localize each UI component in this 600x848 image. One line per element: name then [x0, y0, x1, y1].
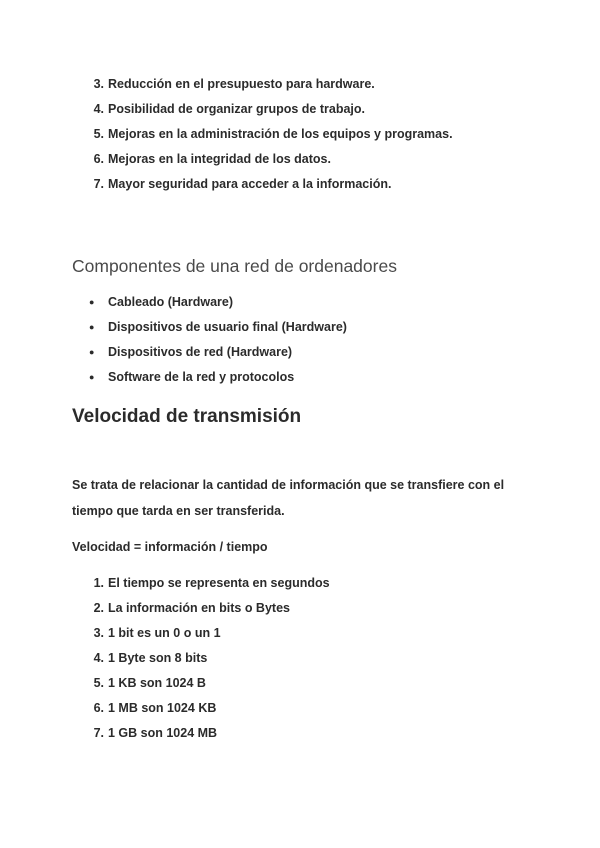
list-number: 6. [93, 152, 104, 166]
list-item-text: Software de la red y protocolos [108, 370, 295, 384]
list-item-text: Reducción en el presupuesto para hardware. [108, 77, 375, 91]
list-item-text: Mejoras en la administración de los equipos y programas. [108, 127, 453, 141]
list-item-text: 1 GB son 1024 MB [108, 726, 218, 740]
components-heading: Componentes de una red de ordenadores [72, 256, 397, 276]
list-item-text: Mejoras en la integridad de los datos. [108, 152, 331, 166]
list-number: 5. [93, 127, 104, 141]
list-item-text: Posibilidad de organizar grupos de trabajo. [108, 102, 365, 116]
list-item-text: Mayor seguridad para acceder a la información. [108, 177, 392, 191]
list-item-text: Dispositivos de red (Hardware) [108, 345, 293, 359]
list-number: 3. [93, 77, 104, 91]
bullet-icon: ● [89, 322, 95, 332]
list-number: 7. [93, 177, 104, 191]
list-number: 3. [93, 626, 104, 640]
list-number: 2. [93, 601, 104, 615]
list-item-text: 1 MB son 1024 KB [108, 701, 217, 715]
bullet-icon: ● [89, 297, 95, 307]
list-item-text: El tiempo se representa en segundos [108, 576, 330, 590]
bullet-icon: ● [89, 372, 95, 382]
list-number: 6. [93, 701, 104, 715]
bullet-icon: ● [89, 347, 95, 357]
speed-formula: Velocidad = información / tiempo [72, 540, 268, 554]
speed-heading: Velocidad de transmisión [72, 406, 302, 427]
list-item-text: 1 bit es un 0 o un 1 [108, 626, 221, 640]
list-item-text: 1 Byte son 8 bits [108, 651, 208, 665]
list-item-text: Cableado (Hardware) [108, 295, 234, 309]
list-number: 1. [93, 576, 104, 590]
list-item-text: La información en bits o Bytes [108, 601, 290, 615]
list-item-text: Dispositivos de usuario final (Hardware) [108, 320, 347, 334]
list-number: 5. [93, 676, 104, 690]
list-item-text: 1 KB son 1024 B [108, 676, 206, 690]
speed-paragraph: Se trata de relacionar la cantidad de información que se transfiere con el tiempo que tarda en ser transferida. [72, 478, 505, 518]
list-number: 4. [93, 102, 104, 116]
list-number: 4. [93, 651, 104, 665]
list-number: 7. [93, 726, 104, 740]
